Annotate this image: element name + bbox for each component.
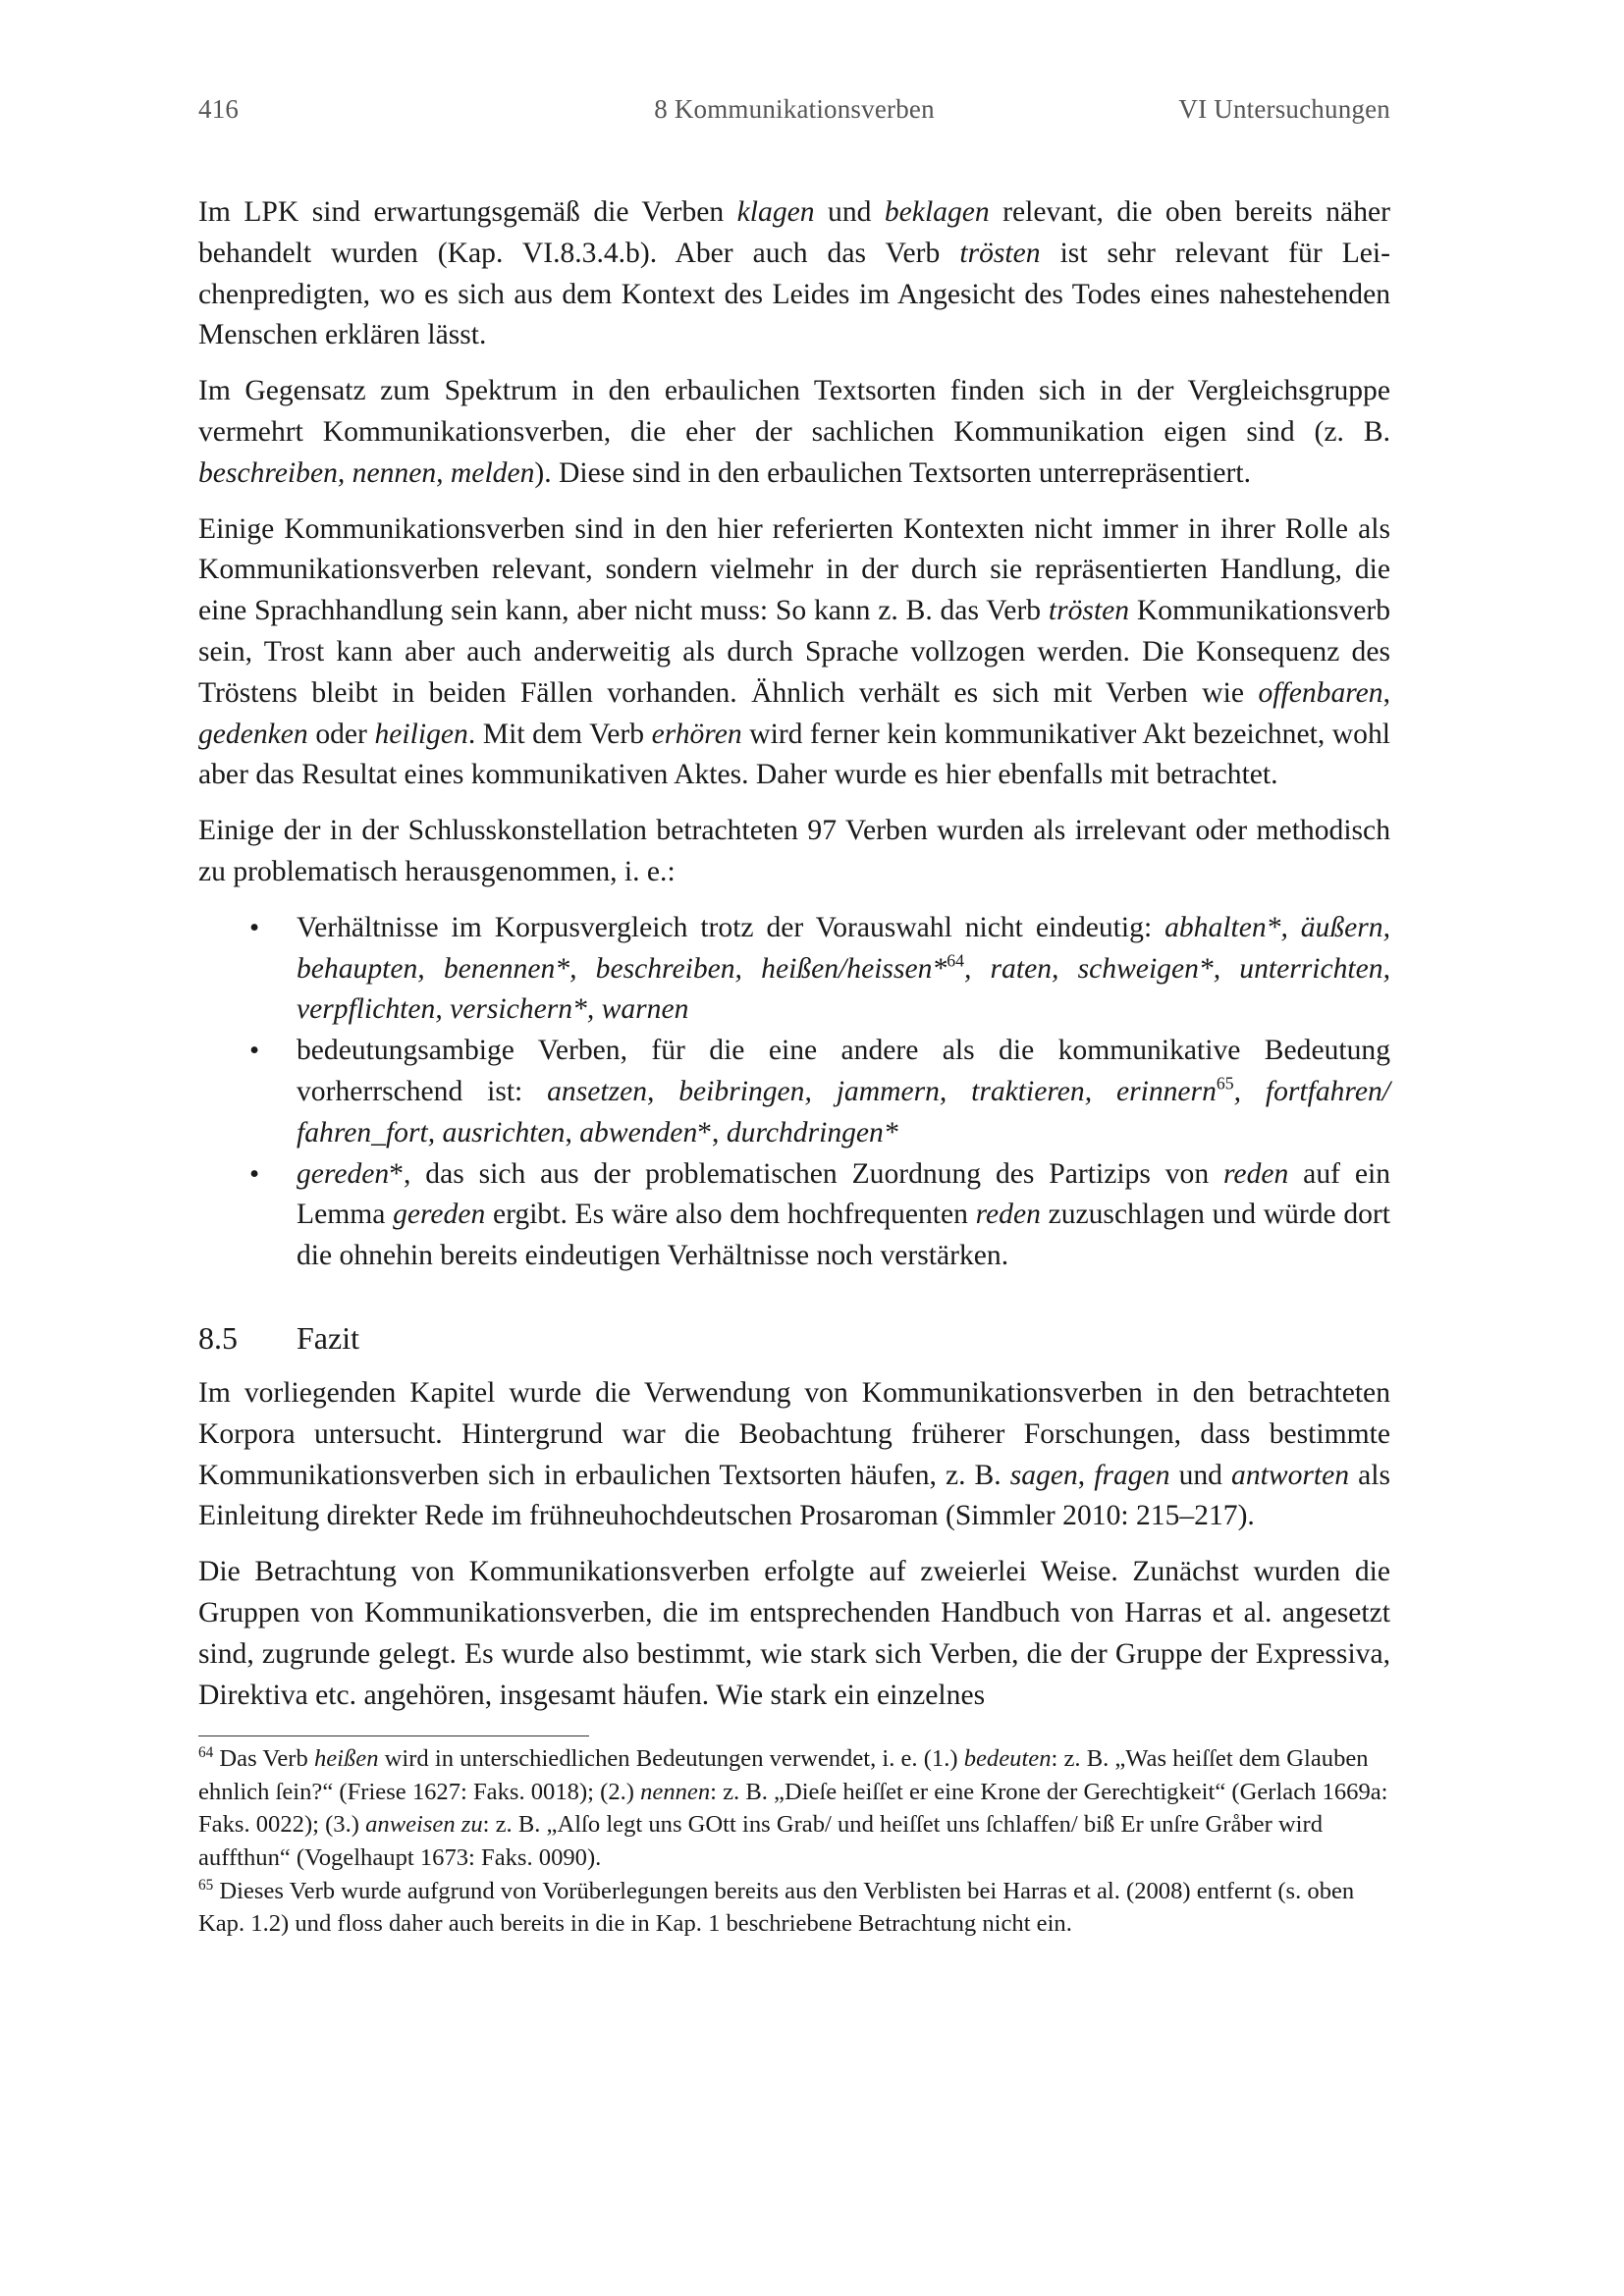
italic-term: bedeuten: [963, 1745, 1052, 1773]
italic-term: klagen: [736, 196, 815, 228]
section-title: Fazit: [297, 1319, 359, 1356]
text-run: wird ferner kein kommunikativer Akt bezeichnet, wohl aber das Resultat eines kommunikativen Aktes. Daher wurde es hier ebenfalls mit betrachtet.: [198, 718, 1390, 791]
text-run: ist sehr relevant für Leichenpredigten, wo es sich aus dem Kontext des Leides im Angesicht des Todes eines nahestehenden Menschen erklären lässt.: [198, 237, 1390, 351]
text-run: Die Betrachtung von Kommunikationsverben erfolgte auf zweierlei Weise. Zunächst wurden die Gruppen von Kommunikationsverben, die im entsprechenden Handbuch von Harras et al. angesetzt sind, zugrunde gelegt. Es wurde also bestimmt, wie stark sich Verben, die der Gruppe der Expressiva, Direktiva etc. angehören, insgesamt häufen. Wie stark ein einzelnes: [198, 1556, 1390, 1711]
italic-term: erhören: [651, 718, 742, 750]
footnote-65: [198, 1875, 1390, 1941]
text-run: ,: [565, 1116, 580, 1148]
text-run: Im Gegensatz zum Spektrum in den erbaulichen Textsorten finden sich in der Vergleichsgruppe vermehrt Kommunikationsverben, die eher der sachlichen Kommunikation eigen sind (z. B.: [198, 375, 1390, 448]
text-run: oder: [307, 718, 375, 750]
italic-term: nennen: [640, 1778, 711, 1805]
running-head-chapter: 8 Kommunikationsverben: [654, 94, 935, 124]
footnote-number: 64: [198, 1744, 214, 1762]
text-run: Das Verb: [213, 1745, 314, 1773]
page: [198, 94, 1390, 1941]
running-head-part: VI Untersuchungen: [1178, 94, 1390, 124]
italic-term: gereden: [297, 1157, 390, 1190]
text-run: *, das sich aus der problematischen Zuordnung des Partizips von: [389, 1157, 1224, 1190]
text-run: ,: [1382, 676, 1390, 709]
italic-term: trösten: [959, 237, 1041, 269]
text-run: : z. B. „Was heiſſet dem Glauben ehnlich ſein?“ (Friese 1627: Faks. 0018); (2.): [198, 1745, 1369, 1805]
text-run: . Mit dem Verb: [467, 718, 652, 750]
footnote-number: 65: [198, 1876, 214, 1894]
paragraph-fazit-1: [198, 1373, 1390, 1537]
italic-term: , raten, schweigen*, unterrichten, verpflichten, versichern*, warnen: [297, 952, 1390, 1026]
italic-term: durchdringen*: [726, 1116, 898, 1148]
list-item: [198, 1031, 1390, 1153]
italic-term: heißen: [313, 1745, 379, 1773]
italic-term: gedenken: [198, 718, 308, 750]
list-item: [198, 1154, 1390, 1277]
bullet-icon: •: [249, 1157, 260, 1190]
text-run: auf ein Lemma: [297, 1157, 1391, 1231]
italic-term: abhalten*, äußern, behaupten, benennen*, beschreiben, heißen/heissen*: [297, 911, 1390, 985]
footnote-divider: [198, 1735, 589, 1736]
italic-term: reden: [1223, 1157, 1289, 1190]
italic-term: , fortfahren/ fahren_fort, ausrichten: [297, 1075, 1390, 1148]
italic-term: heiligen: [374, 718, 468, 750]
italic-term: reden: [975, 1199, 1041, 1231]
text-run: Einige der in der Schlusskonstellation betrachteten 97 Verben wurden als irrelevant oder methodisch zu problematisch herausgenommen, i. e.:: [198, 815, 1390, 887]
text-run: und: [814, 196, 885, 228]
text-run: Dieses Verb wurde aufgrund von Vorüberlegungen bereits aus den Verblisten bei Harras et al. (2008) entfernt (s. oben Kap. 1.2) und floss daher auch bereits in die in Kap. 1 beschriebene Betrachtung nicht ein.: [198, 1877, 1355, 1938]
text-run: als Einleitung direkter Rede im frühneuhochdeutschen Prosaroman (Simmler 2010: 215–217).: [198, 1459, 1391, 1532]
bullet-icon: •: [249, 1035, 260, 1067]
text-run: ergibt. Es wäre also dem hochfrequenten: [485, 1199, 976, 1231]
paragraph-gegensatz: [198, 371, 1390, 494]
text-run: Im vorliegenden Kapitel wurde die Verwendung von Kommunikationsverben in den betrachteten Korpora untersucht. Hintergrund war die Beobachtung früherer Forschungen, dass bestimmte Kommunikationsverben sich in erbaulichen Textsorten häufen, z. B.: [198, 1376, 1390, 1491]
text-run: : z. B. „Dieſe heiſſet er eine Krone der Gerechtigkeit“ (Gerlach 1669a: Faks. 0022); (3.): [198, 1778, 1388, 1839]
italic-term: antworten: [1231, 1459, 1350, 1491]
italic-term: sagen: [1009, 1459, 1078, 1491]
section-heading: [198, 1316, 1390, 1360]
text-run: bedeutungsambige Verben, für die eine andere als die kommunikative Bedeutung vorherrschend ist:: [297, 1035, 1390, 1107]
text-run: : z. B. „Alſo legt uns GOtt ins Grab/ und heiſſet uns ſchlaffen/ biß Er unſre Gråber wird auffthun“ (Vogelhaupt 1673: Faks. 0090).: [198, 1811, 1323, 1872]
footnote-64: [198, 1742, 1390, 1874]
italic-term: abwenden: [579, 1116, 698, 1148]
paragraph-lpk: [198, 192, 1390, 356]
footnotes: [198, 1742, 1390, 1941]
paragraph-einige-der: [198, 811, 1390, 893]
section-number: 8.5: [198, 1319, 238, 1356]
body-text: [198, 192, 1390, 1941]
bullet-icon: •: [249, 911, 260, 943]
text-run: zuzuschlagen und würde dort die ohnehin bereits eindeutigen Verhältnisse noch verstärken.: [297, 1199, 1390, 1272]
footnote-ref-65[interactable]: 65: [1216, 1073, 1234, 1094]
text-run: und: [1169, 1459, 1232, 1491]
footnote-ref-64[interactable]: 64: [947, 950, 964, 971]
page-number: 416: [198, 94, 240, 124]
text-run: Kommunikationsverb sein, Trost kann aber auch anderweitig als durch Sprache vollzogen werden. Die Konsequenz des Tröstens bleibt in beiden Fällen vorhanden. Ähnlich verhält es sich mit Verben wie: [198, 595, 1390, 709]
italic-term: offenbaren: [1258, 676, 1383, 709]
running-head: [198, 94, 1390, 133]
italic-term: trösten: [1048, 595, 1130, 627]
italic-term: beklagen: [884, 196, 990, 228]
text-run: *,: [697, 1116, 727, 1148]
text-run: wird in unterschiedlichen Bedeutungen verwendet, i. e. (1.): [378, 1745, 964, 1773]
text-run: Verhältnisse im Korpusvergleich trotz der Vorauswahl nicht eindeutig:: [297, 911, 1165, 943]
paragraph-fazit-2: [198, 1552, 1390, 1716]
text-run: Im LPK sind erwartungsgemäß die Verben: [198, 196, 737, 228]
paragraph-einige-kommunikationsverben: [198, 509, 1390, 797]
text-run: ). Diese sind in den erbaulichen Textsorten unterrepräsentiert.: [534, 456, 1251, 489]
italic-term: gereden: [393, 1199, 486, 1231]
text-run: Einige Kommunikationsverben sind in den hier referierten Kontexten nicht immer in ihrer Rolle als Kommunikationsverben relevant, sondern vielmehr in der durch sie repräsentierten Handlung, die eine Sprachhandlung sein kann, aber nicht muss: So kann z. B. das Verb: [198, 512, 1390, 627]
list-item: [198, 908, 1390, 1031]
italic-term: ansetzen, beibringen, jammern, traktieren, erinnern: [547, 1075, 1217, 1107]
italic-term: beschreiben, nennen, melden: [198, 456, 535, 489]
text-run: ,: [1077, 1459, 1095, 1491]
bullet-list: [198, 908, 1390, 1277]
text-run: relevant, die oben bereits näher behandelt wurden (Kap. VI.8.3.4.b). Aber auch das Verb: [198, 196, 1390, 269]
italic-term: fragen: [1094, 1459, 1170, 1491]
italic-term: anweisen zu: [365, 1811, 483, 1839]
